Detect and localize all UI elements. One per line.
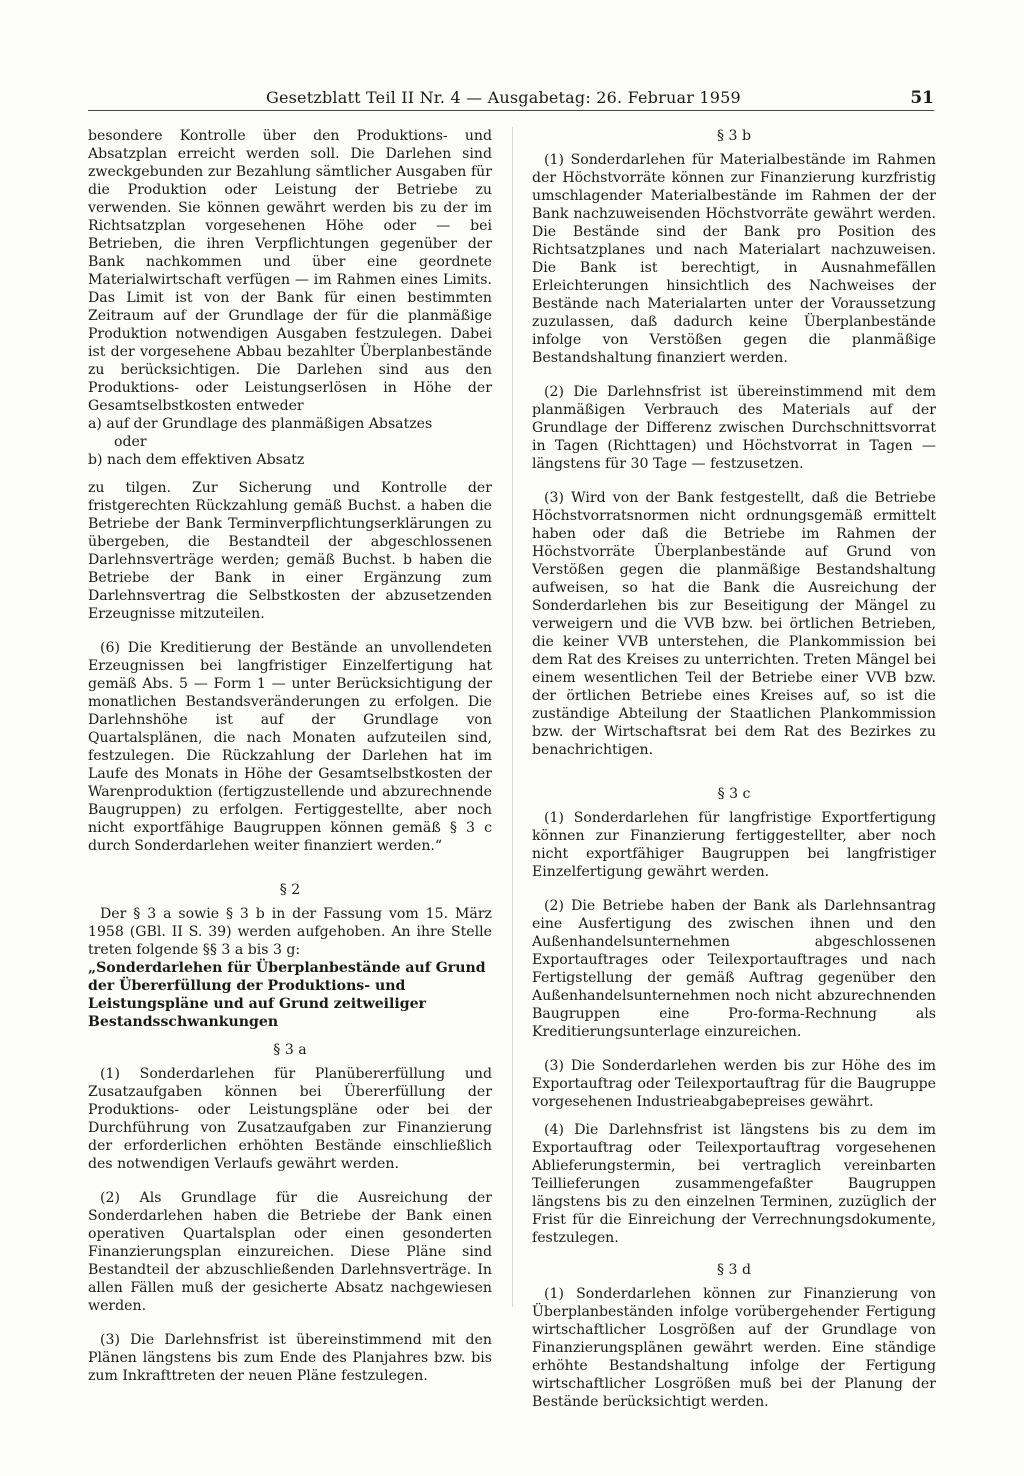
header-title: Gesetzblatt Teil II Nr. 4 — Ausgabetag: 26. Februar 1959 <box>266 88 741 107</box>
column-divider <box>512 127 513 1307</box>
right-column <box>532 127 936 1411</box>
section-title: § 3 b <box>717 128 751 144</box>
paragraph: (2) Als Grundlage für die Ausreichung der Sonderdarlehen haben die Betriebe der Bank einen operativen Quartalsplan oder einen gesonderten Finanzierungsplan einzureichen. Diese Pläne sind Bestandteil der abzuschließenden Darlehnsverträge. In allen Fällen muß der gesicherte Absatz nachgewiesen werden. <box>88 1190 492 1314</box>
section-title: § 2 <box>279 882 301 898</box>
paragraph: (1) Sonderdarlehen für Planübererfüllung und Zusatzaufgaben können bei Übererfüllung der Produktions- oder Leistungspläne oder bei der Durchführung von Zusatzaufgaben zur Finanzierung der erforderlichen erhöhten Bestände einschließlich des notwendigen Verlaufs gewährt werden. <box>88 1066 492 1172</box>
paragraph: (1) Sonderdarlehen können zur Finanzierung von Überplanbeständen infolge vorübergehender Fertigung wirtschaftlicher Losgrößen auf der Grundlage von Finanzierungsplänen gewährt werden. Eine ständige erhöhte Bestandshaltung infolge der Fertigung wirtschaftlicher Losgrößen muß bei der Planung der Bestände berücksichtigt werden. <box>532 1286 936 1410</box>
section-title: § 3 d <box>717 1262 751 1278</box>
page-header <box>88 88 934 111</box>
paragraph: (3) Die Sonderdarlehen werden bis zur Höhe des im Exportauftrag oder Teilexportauftrag für die Baugruppe vorgesehenen Industrieabgabepreises gewährt. <box>532 1058 936 1110</box>
list-item-a-oder: oder <box>114 434 147 450</box>
section-title: § 3 c <box>717 786 751 802</box>
paragraph: (3) Die Darlehnsfrist ist übereinstimmend mit den Plänen längstens bis zum Ende des Planjahres bzw. bis zum Inkrafttreten der neuen Pläne festzulegen. <box>88 1332 492 1384</box>
paragraph: (1) Sonderdarlehen für langfristige Exportfertigung können zur Finanzierung fertiggestellter, aber noch nicht exportfähiger Baugruppen bei langfristiger Einzelfertigung gewährt werden. <box>532 810 936 880</box>
paragraph: (4) Die Darlehnsfrist ist längstens bis zu dem im Exportauftrag oder Teilexportauftrag vorgesehenen Ablieferungstermin, bei vertraglich vereinbarten Teillieferungen zusammengefaßter Baugruppen längstens bis zu den einzelnen Terminen, zuzüglich der Frist für die Einreichung der Verrechnungsdokumente, festzulegen. <box>532 1122 936 1246</box>
list-item-a-text: a) auf der Grundlage des planmäßigen Absatzes <box>88 416 433 432</box>
paragraph: Der § 3 a sowie § 3 b in der Fassung vom 15. März 1958 (GBl. II S. 39) werden aufgehoben. An ihre Stelle treten folgende §§ 3 a bis 3 g: <box>88 906 492 958</box>
paragraph: (3) Wird von der Bank festgestellt, daß die Betriebe Höchstvorratsnormen nicht ordnungsgemäß ermittelt haben oder daß die Betriebe im Rahmen der Höchstvorräte Überplanbestände auf Grund von Verstößen gegen die planmäßige Bestandshaltung aufweisen, so hat die Bank die Ausreichung der Sonderdarlehen bis zur Beseitigung der Mängel zu verweigern und die VVB bzw. bei örtlichen Betrieben, die keiner VVB unterstehen, die Plankommission bei dem Rat des Kreises zu unterrichten. Treten Mängel bei einem wesentlichen Teil der Betriebe einer VVB bzw. der örtlichen Betriebe eines Kreises auf, so ist die zuständige Abteilung der Staatlichen Plankommission bzw. der Wirtschaftsrat bei dem Rat des Bezirkes zu benachrichtigen. <box>532 490 936 758</box>
paragraph: (2) Die Betriebe haben der Bank als Darlehnsantrag eine Ausfertigung des zwischen ihnen und den Außenhandelsunternehmen abgeschlossenen Exportauftrages oder Teilexportauftrages und nach Fertigstellung der gemäß Auftrag gegenüber den Außenhandelsunternehmen noch nicht abzurechnenden Baugruppen eine Pro-forma-Rechnung als Kreditierungsunterlage einzureichen. <box>532 898 936 1040</box>
paragraph: besondere Kontrolle über den Produktions- und Absatzplan erreicht werden soll. Die Darlehen sind zweckgebunden zur Bezahlung sämtlicher Ausgaben für die Produktion oder Leistung der Betriebe zu verwenden. Sie können gewährt werden bis zu der im Richtsatzplan vorgesehenen Höhe oder — bei Betrieben, die ihren Verpflichtungen gegenüber der Bank nachkommen und über eine geordnete Materialwirtschaft verfügen — im Rahmen eines Limits. Das Limit ist von der Bank für einen bestimmten Zeitraum auf der Grundlage der für die planmäßige Produktion notwendigen Ausgaben festzulegen. Dabei ist der vorgesehene Abbau bezahlter Überplanbestände zu berücksichtigen. Die Darlehen sind aus den Produktions- oder Leistungserlösen in Höhe der Gesamtselbstkosten entweder <box>88 128 492 414</box>
section-title: § 3 a <box>273 1042 307 1058</box>
left-column <box>88 127 492 1385</box>
page-number: 51 <box>910 88 934 108</box>
paragraph: zu tilgen. Zur Sicherung und Kontrolle der fristgerechten Rückzahlung gemäß Buchst. a haben die Betriebe der Bank Terminverpflichtungserklärungen zu übergeben, die Bestandteil der abgeschlossenen Darlehnsverträge werden; gemäß Buchst. b haben die Betriebe der Bank in einer Ergänzung zum Darlehnsvertrag die Selbstkosten der abzusetzenden Erzeugnisse mitzuteilen. <box>88 480 492 622</box>
paragraph: (2) Die Darlehnsfrist ist übereinstimmend mit dem planmäßigen Verbrauch des Materials auf der Grundlage der Differenz zwischen Durchschnittsvorrat in Tagen (Richttagen) und Höchstvorrat in Tagen — längstens für 30 Tage — festzusetzen. <box>532 384 936 472</box>
list-item-b: b) nach dem effektiven Absatz <box>88 452 305 468</box>
list-item-a <box>88 415 492 451</box>
paragraph: (1) Sonderdarlehen für Materialbestände im Rahmen der Höchstvorräte können zur Finanzierung kurzfristig umschlagender Materialbestände im Rahmen der der Bank nachzuweisenden Höchstvorräte gewährt werden. Die Bestände sind der Bank pro Position des Richtsatzplanes und nach Materialart nachzuweisen. Die Bank ist berechtigt, in Ausnahmefällen Erleichterungen hinsichtlich des Nachweises der Bestände nach Materialarten unter der Voraussetzung zuzulassen, daß dadurch keine Überplanbestände infolge von Verstößen gegen die planmäßige Bestandshaltung finanziert werden. <box>532 152 936 366</box>
paragraph: (6) Die Kreditierung der Bestände an unvollendeten Erzeugnissen bei langfristiger Einzelfertigung hat gemäß Abs. 5 — Form 1 — unter Berücksichtigung der monatlichen Bestandsveränderungen zu erfolgen. Die Darlehnshöhe ist auf der Grundlage von Quartalsplänen, die nach Monaten aufzuteilen sind, festzulegen. Die Rückzahlung der Darlehen hat im Laufe des Monats in Höhe der Gesamtselbstkosten der Warenproduktion (fertigzustellende und abzurechnende Baugruppen) zu erfolgen. Fertiggestellte, aber noch nicht exportfähige Baugruppen können gemäß § 3 c durch Sonderdarlehen weiter finanziert werden.“ <box>88 640 492 854</box>
bold-heading: „Sonderdarlehen für Überplanbestände auf Grund der Übererfüllung der Produktions- und Leistungspläne und auf Grund zeitweiliger Bestandsschwankungen <box>88 960 486 1030</box>
